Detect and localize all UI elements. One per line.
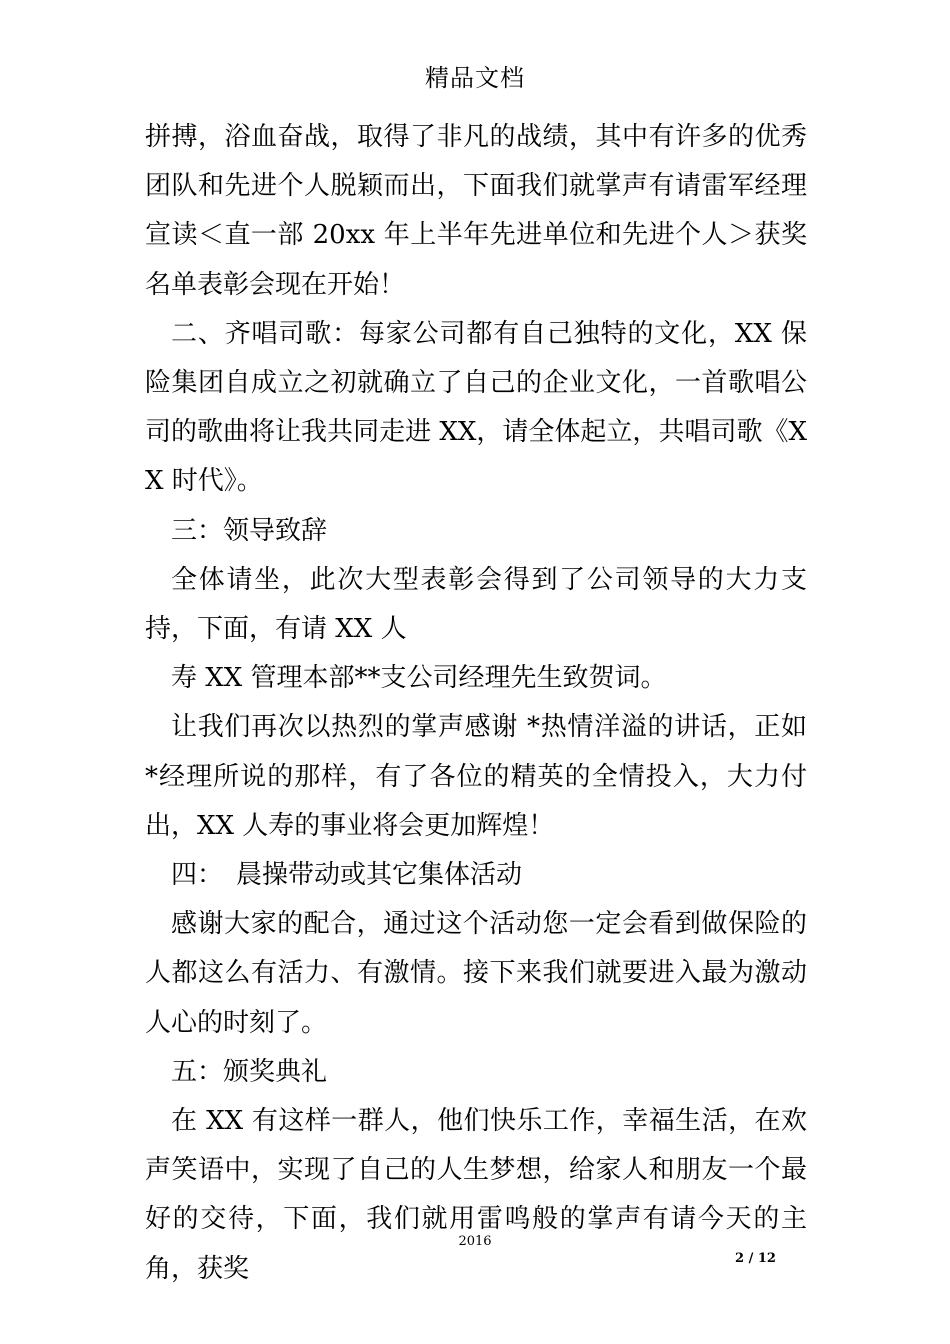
text-line: 二、齐唱司歌：每家公司都有自己独特的文化，XX 保险集 xyxy=(145,318,807,399)
section-heading-morning-exercise xyxy=(145,851,807,900)
text-line: ＜直一部 20xx 年上半年先进单位和先进个人＞获奖名单表 xyxy=(145,220,807,300)
text-line: 曲将让我共同走进 XX，请全体起立，共唱司歌《XX 时代》。 xyxy=(145,417,807,497)
text-line: 的时刻了。 xyxy=(197,1007,328,1038)
page-number: 2 / 12 xyxy=(735,1251,776,1266)
text-line: 队和先进个人脱颖而出，下面我们就掌声有请雷军经理宣读 xyxy=(145,171,807,251)
text-line: 感谢大家的配合，通过这个活动您一定会看到做保险的人 xyxy=(145,909,807,989)
text-line: 笑语中，实现了自己的人生梦想，给家人和朋友一个最好的 xyxy=(145,1155,807,1235)
text-line: 彰会现在开始！ xyxy=(223,269,406,300)
text-line: 交待，下面，我们就用雷鸣般的掌声有请今天的主角，获奖 xyxy=(145,1204,807,1284)
text-line: 五：颁奖典礼 xyxy=(171,1056,328,1087)
paragraph-cooperation xyxy=(145,900,807,1048)
text-line: 下面，有请 XX 人 xyxy=(197,614,407,645)
paragraph-award-intro xyxy=(145,1097,807,1294)
text-line: 四： 晨操带动或其它集体活动 xyxy=(171,860,523,891)
text-line: 拼搏，浴血奋战，取得了非凡的战绩，其中有许多的优秀团 xyxy=(145,122,807,202)
text-line: 都这么有活力、有激情。接下来我们就要进入最为激动人心 xyxy=(145,958,807,1038)
text-line: 全体请坐，此次大型表彰会得到了公司领导的大力支持， xyxy=(145,564,807,645)
text-line: 在 XX 有这样一群人，他们快乐工作，幸福生活，在欢声 xyxy=(145,1106,807,1186)
text-line: 团自成立之初就确立了自己的企业文化，一首歌唱公司的歌 xyxy=(145,368,807,448)
section-heading-leader-speech xyxy=(145,507,807,556)
document-body xyxy=(145,113,807,1294)
text-line: XX 人寿的事业将会更加辉煌！ xyxy=(197,810,555,841)
paragraph-company-song xyxy=(145,310,807,507)
text-line: 经理所说的那样，有了各位的精英的全情投入，大力付出， xyxy=(145,761,807,841)
text-line: 寿 XX 管理本部**支公司经理先生致贺词。 xyxy=(171,663,667,694)
paragraph-manager-speech xyxy=(145,654,807,703)
paragraph-please-sit xyxy=(145,556,807,654)
paragraph-opening xyxy=(145,113,807,310)
footer-year: 2016 xyxy=(458,1234,492,1249)
section-heading-award-ceremony xyxy=(145,1048,807,1097)
text-line: 三：领导致辞 xyxy=(171,515,328,546)
paragraph-thanks xyxy=(145,703,807,851)
page-header-title: 精品文档 xyxy=(425,64,525,92)
text-line: 让我们再次以热烈的掌声感谢 *热情洋溢的讲话，正如 * xyxy=(145,712,807,792)
